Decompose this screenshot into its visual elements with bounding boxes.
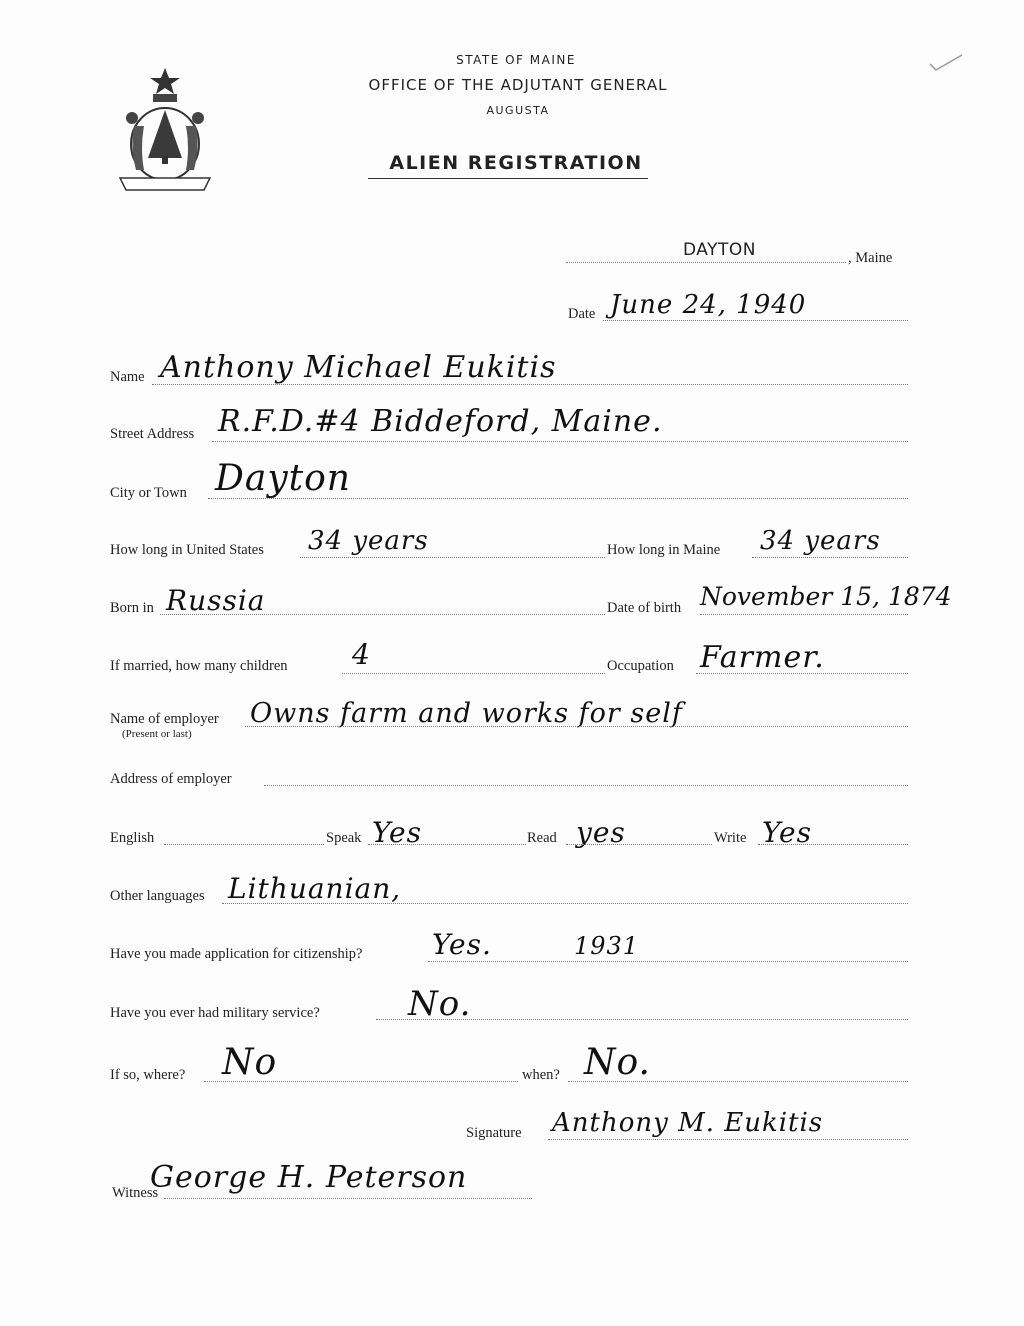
maine-duration-label: How long in Maine <box>607 542 721 558</box>
us-duration-label: How long in United States <box>110 542 264 558</box>
citizenship-year: 1931 <box>574 932 640 960</box>
born-in-line <box>160 614 605 615</box>
date-value: June 24, 1940 <box>610 290 807 320</box>
city-line <box>208 498 908 499</box>
write-line <box>758 844 908 845</box>
signature-label: Signature <box>466 1125 522 1141</box>
when-value: No. <box>584 1042 651 1083</box>
employer-label: Name of employer <box>110 711 219 727</box>
employer-address-label: Address of employer <box>110 771 232 787</box>
employer-sublabel: (Present or last) <box>122 728 192 740</box>
read-line <box>566 844 712 845</box>
other-languages-label: Other languages <box>110 888 205 904</box>
employer-address-line <box>264 785 908 786</box>
when-line <box>568 1081 908 1082</box>
born-in-label: Born in <box>110 600 154 616</box>
english-label: English <box>110 830 155 846</box>
header-city: AUGUSTA <box>486 104 550 117</box>
us-duration-line <box>300 557 605 558</box>
header-office: OFFICE OF THE ADJUTANT GENERAL <box>368 76 668 94</box>
us-duration-value: 34 years <box>308 526 429 556</box>
occupation-value: Farmer. <box>700 640 825 675</box>
other-languages-line <box>222 903 908 904</box>
military-line <box>376 1019 908 1020</box>
city-value: Dayton <box>215 458 351 499</box>
employer-line <box>245 726 908 727</box>
date-line <box>603 320 908 321</box>
citizenship-value: Yes. <box>432 928 492 961</box>
signature-value: Anthony M. Eukitis <box>552 1108 824 1138</box>
date-label: Date <box>568 306 596 322</box>
born-in-value: Russia <box>166 584 266 617</box>
read-value: yes <box>576 816 626 849</box>
witness-line <box>164 1198 532 1199</box>
state-label: , Maine <box>848 250 893 266</box>
other-languages-value: Lithuanian, <box>228 872 402 905</box>
military-value: No. <box>408 984 472 1024</box>
english-line <box>164 844 324 845</box>
children-line <box>342 673 605 674</box>
children-value: 4 <box>352 638 371 671</box>
name-value: Anthony Michael Eukitis <box>160 350 557 385</box>
witness-value: George H. Peterson <box>150 1160 468 1195</box>
write-value: Yes <box>762 816 812 849</box>
occupation-label: Occupation <box>607 658 674 674</box>
occupation-line <box>696 673 908 674</box>
where-value: No <box>222 1042 278 1083</box>
citizenship-line <box>428 961 908 962</box>
speak-label: Speak <box>326 830 362 846</box>
street-label: Street Address <box>110 426 195 442</box>
maine-duration-line <box>752 557 908 558</box>
town-value: DAYTON <box>683 240 756 260</box>
employer-value: Owns farm and works for self <box>250 698 683 729</box>
town-line <box>566 262 846 263</box>
header-state: STATE OF MAINE <box>456 53 576 67</box>
where-line <box>204 1081 518 1082</box>
form-title: ALIEN REGISTRATION <box>389 152 643 174</box>
maine-duration-value: 34 years <box>760 526 881 556</box>
signature-line <box>548 1139 908 1140</box>
name-label: Name <box>110 369 145 385</box>
name-line <box>152 384 908 385</box>
children-label: If married, how many children <box>110 658 288 674</box>
street-line <box>212 441 908 442</box>
city-label: City or Town <box>110 485 187 501</box>
birth-date-value: November 15, 1874 <box>700 582 952 611</box>
street-value: R.F.D.#4 Biddeford, Maine. <box>218 404 663 439</box>
where-label: If so, where? <box>110 1067 186 1083</box>
when-label: when? <box>522 1067 560 1083</box>
title-underline <box>368 178 648 179</box>
birth-date-line <box>700 614 908 615</box>
military-label: Have you ever had military service? <box>110 1005 320 1021</box>
speak-line <box>368 844 526 845</box>
speak-value: Yes <box>372 816 422 849</box>
citizenship-label: Have you made application for citizenship? <box>110 946 363 962</box>
read-label: Read <box>527 830 557 846</box>
birth-date-label: Date of birth <box>607 600 682 616</box>
write-label: Write <box>714 830 747 846</box>
witness-label: Witness <box>112 1185 159 1201</box>
